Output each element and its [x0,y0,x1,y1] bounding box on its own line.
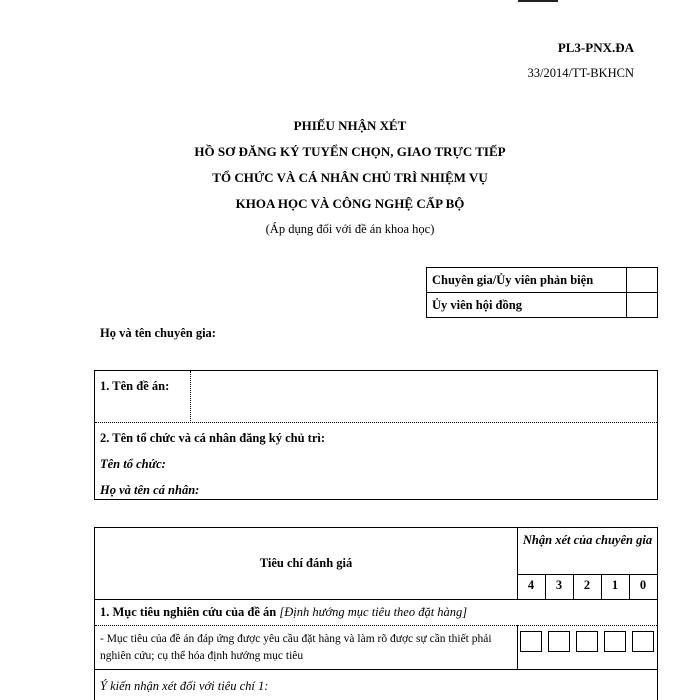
form-subtitle: (Áp dụng đối với đề án khoa học) [265,222,435,236]
person-name-label: Họ và tên cá nhân: [100,483,200,497]
role-checkbox-council-member[interactable] [627,293,658,318]
form-title-line2: HỒ SƠ ĐĂNG KÝ TUYỂN CHỌN, GIAO TRỰC TIẾP [194,144,506,159]
org-name-label: Tên tổ chức: [100,457,166,471]
score-header-0: 0 [639,578,647,592]
role-selection-table [426,267,658,318]
score-checkbox-1[interactable] [604,631,626,652]
project-name-label: 1. Tên đề án: [100,379,170,393]
role-checkbox-reviewer[interactable] [627,268,658,293]
grid-line [629,574,630,600]
project-name-divider [190,371,191,423]
grid-line [601,574,602,600]
org-section-label: 2. Tên tổ chức và cá nhân đăng ký chủ trì: [100,431,326,445]
form-title: PHIẾU NHẬN XÉT [293,118,407,133]
criteria-table [94,527,658,700]
score-checkbox-2[interactable] [576,631,598,652]
score-header-4: 4 [527,578,535,592]
grid-line [573,574,574,600]
role-label-council-member: Ủy viên hội đồng [427,293,627,318]
score-checkbox-4[interactable] [520,631,542,652]
criterion-1-heading: 1. Mục tiêu nghiên cứu của đề án [100,605,277,619]
project-name-row [95,371,657,423]
score-header-2: 2 [583,578,591,592]
form-title-line3: TỔ CHỨC VÀ CÁ NHÂN CHỦ TRÌ NHIỆM VỤ [212,170,488,185]
grid-line [545,574,546,600]
form-title-line4: KHOA HỌC VÀ CÔNG NGHỆ CẤP BỘ [235,196,465,211]
grid-line [95,599,657,600]
circular-number: 33/2014/TT-BKHCN [527,66,634,80]
form-code: PL3-PNX.ĐA [557,40,634,55]
grid-line [517,574,657,575]
top-rule [518,0,558,2]
score-header-3: 3 [555,578,563,592]
score-checkbox-0[interactable] [632,631,654,652]
criterion-1-opinion-label: Ý kiến nhận xét đối với tiêu chí 1: [100,679,269,693]
grid-line [95,625,657,626]
criterion-1-description: - Mục tiêu của đề án đáp ứng được yêu cầu đặt hàng và làm rõ được sự cần thiết phải nghiên cứu; cụ thể hóa định hướng mục tiêu [100,633,492,662]
grid-line [517,625,518,669]
score-checkbox-3[interactable] [548,631,570,652]
criterion-1-note: [Định hướng mục tiêu theo đặt hàng] [279,605,468,619]
grid-line [95,669,657,670]
expert-name-label: Họ và tên chuyên gia: [100,326,216,340]
score-header-1: 1 [611,578,619,592]
role-label-reviewer: Chuyên gia/Ủy viên phản biện [427,268,627,293]
criteria-header: Tiêu chí đánh giá [259,556,353,570]
criterion-1-title [100,605,467,620]
project-info-box [94,370,658,500]
reviewer-header: Nhận xét của chuyên gia [522,533,653,547]
